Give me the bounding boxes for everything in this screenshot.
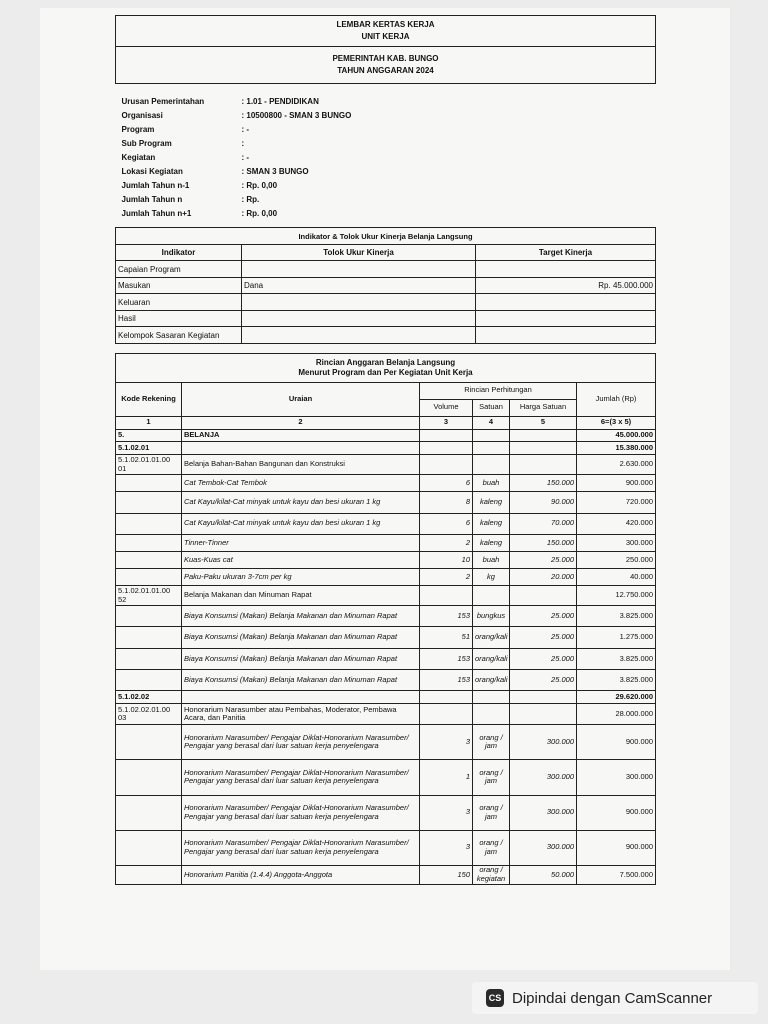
indikator-row (116, 327, 656, 344)
uraian-cell: Biaya Konsumsi (Makan) Belanja Makanan dan Minuman Rapat (182, 669, 420, 690)
info-label: Kegiatan (121, 153, 156, 163)
target-cell (476, 327, 656, 344)
volume-cell (420, 704, 473, 725)
satuan-cell: bungkus (473, 606, 510, 627)
jumlah-cell: 300.000 (577, 760, 656, 795)
rincian-table (115, 353, 656, 885)
kode-cell (116, 760, 182, 795)
info-label: Organisasi (121, 111, 163, 121)
uraian-cell (182, 442, 420, 455)
harga-cell (510, 442, 577, 455)
kode-cell (116, 492, 182, 513)
satuan-cell (473, 429, 510, 442)
rincian-row (116, 691, 656, 704)
info-label: Sub Program (121, 139, 172, 149)
info-value: : Rp. 0,00 (241, 181, 278, 191)
rincian-row (116, 442, 656, 455)
jumlah-cell: 250.000 (577, 551, 656, 568)
info-row (116, 109, 656, 123)
info-value: : 10500800 - SMAN 3 BUNGO (241, 111, 352, 121)
harga-cell (510, 704, 577, 725)
col-number: 6=(3 x 5) (577, 416, 656, 429)
volume-cell (420, 691, 473, 704)
jumlah-cell: 28.000.000 (577, 704, 656, 725)
kode-cell (116, 669, 182, 690)
info-label: Jumlah Tahun n (121, 195, 183, 205)
kode-cell: 5.1.02.02.01.00 03 (116, 704, 182, 725)
uraian-cell: Cat Tembok-Cat Tembok (182, 475, 420, 492)
rincian-title-2: Menurut Program dan Per Kegiatan Unit Kerja (298, 367, 473, 377)
satuan-cell: orang / jam (473, 725, 510, 760)
satuan-col-header: Satuan (473, 399, 510, 416)
info-value: : 1.01 - PENDIDIKAN (241, 97, 319, 107)
info-value: : Rp. (241, 195, 260, 205)
info-row (116, 193, 656, 207)
harga-cell (510, 429, 577, 442)
satuan-cell: orang/kali (473, 669, 510, 690)
tolok-col-header: Tolok Ukur Kinerja (242, 244, 476, 261)
info-value: : SMAN 3 BUNGO (241, 167, 309, 177)
satuan-cell: kaleng (473, 492, 510, 513)
header-title-4: TAHUN ANGGARAN 2024 (337, 66, 434, 75)
kode-cell: 5. (116, 429, 182, 442)
rincian-row (116, 568, 656, 585)
volume-col-header: Volume (420, 399, 473, 416)
info-row (116, 123, 656, 137)
jumlah-cell: 3.825.000 (577, 669, 656, 690)
harga-cell: 150.000 (510, 475, 577, 492)
uraian-cell: Kuas-Kuas cat (182, 551, 420, 568)
rincian-row (116, 429, 656, 442)
rincian-row (116, 865, 656, 884)
jumlah-cell: 2.630.000 (577, 455, 656, 475)
satuan-cell: kaleng (473, 534, 510, 551)
jumlah-cell: 900.000 (577, 830, 656, 865)
volume-cell: 153 (420, 648, 473, 669)
indikator-cell: Kelompok Sasaran Kegiatan (116, 327, 242, 344)
rincian-row (116, 725, 656, 760)
rincian-row (116, 585, 656, 605)
tolok-cell (242, 327, 476, 344)
rincian-title-1: Rincian Anggaran Belanja Langsung (315, 357, 456, 367)
volume-cell: 8 (420, 492, 473, 513)
target-cell (476, 310, 656, 327)
kode-cell (116, 568, 182, 585)
volume-cell (420, 442, 473, 455)
uraian-cell: Belanja Bahan-Bahan Bangunan dan Konstruksi (182, 455, 420, 475)
harga-cell (510, 455, 577, 475)
satuan-cell: orang / kegiatan (473, 865, 510, 884)
indikator-row (116, 277, 656, 294)
rincian-row (116, 455, 656, 475)
volume-cell (420, 429, 473, 442)
rincian-row (116, 534, 656, 551)
col-number: 4 (473, 416, 510, 429)
satuan-cell: kg (473, 568, 510, 585)
info-row (116, 95, 656, 109)
tolok-cell (242, 261, 476, 278)
volume-cell: 6 (420, 513, 473, 534)
indikator-cell: Keluaran (116, 294, 242, 311)
tolok-cell (242, 294, 476, 311)
volume-cell: 153 (420, 669, 473, 690)
volume-cell: 6 (420, 475, 473, 492)
jumlah-cell: 15.380.000 (577, 442, 656, 455)
info-label: Program (121, 125, 155, 135)
info-row (116, 165, 656, 179)
volume-cell (420, 455, 473, 475)
header-title-block (116, 16, 656, 47)
jumlah-cell: 29.620.000 (577, 691, 656, 704)
rincian-row (116, 669, 656, 690)
satuan-cell: buah (473, 551, 510, 568)
volume-cell: 150 (420, 865, 473, 884)
info-label: Jumlah Tahun n-1 (121, 181, 190, 191)
jumlah-cell: 420.000 (577, 513, 656, 534)
satuan-cell (473, 585, 510, 605)
info-value: : - (241, 153, 250, 163)
volume-cell: 3 (420, 795, 473, 830)
header-table (115, 15, 656, 344)
info-value: : (241, 139, 245, 149)
harga-col-header: Harga Satuan (510, 399, 577, 416)
jumlah-cell: 300.000 (577, 534, 656, 551)
tolok-cell (242, 310, 476, 327)
uraian-cell: Honorarium Panitia (1.4.4) Anggota-Anggota (182, 865, 420, 884)
uraian-cell: Honorarium Narasumber/ Pengajar Diklat-Honorarium Narasumber/ Pengajar yang berasal dari luar satuan kerja penyelengara (182, 830, 420, 865)
kode-cell (116, 475, 182, 492)
uraian-cell: BELANJA (182, 429, 420, 442)
header-title-1: LEMBAR KERTAS KERJA (336, 19, 435, 29)
jumlah-cell: 900.000 (577, 475, 656, 492)
rincian-row (116, 627, 656, 648)
harga-cell: 25.000 (510, 648, 577, 669)
uraian-cell: Tinner-Tinner (182, 534, 420, 551)
col-number: 1 (116, 416, 182, 429)
kode-cell: 5.1.02.01.01.00 01 (116, 455, 182, 475)
col-number: 5 (510, 416, 577, 429)
satuan-cell (473, 704, 510, 725)
col-number: 2 (182, 416, 420, 429)
uraian-cell: Biaya Konsumsi (Makan) Belanja Makanan dan Minuman Rapat (182, 606, 420, 627)
volume-cell: 2 (420, 534, 473, 551)
jumlah-cell: 900.000 (577, 795, 656, 830)
rincian-row (116, 513, 656, 534)
jumlah-cell: 1.275.000 (577, 627, 656, 648)
kode-col-header: Kode Rekening (116, 382, 182, 416)
kode-cell: 5.1.02.01.01.00 52 (116, 585, 182, 605)
indikator-cell: Capaian Program (116, 261, 242, 278)
satuan-cell (473, 442, 510, 455)
uraian-cell: Honorarium Narasumber/ Pengajar Diklat-Honorarium Narasumber/ Pengajar yang berasal dari luar satuan kerja penyelengara (182, 760, 420, 795)
satuan-cell: orang/kali (473, 627, 510, 648)
uraian-cell: Honorarium Narasumber/ Pengajar Diklat-Honorarium Narasumber/ Pengajar yang berasal dari luar satuan kerja penyelengara (182, 795, 420, 830)
rincian-row (116, 475, 656, 492)
uraian-cell: Biaya Konsumsi (Makan) Belanja Makanan dan Minuman Rapat (182, 648, 420, 669)
kode-cell (116, 627, 182, 648)
harga-cell: 25.000 (510, 606, 577, 627)
kode-cell (116, 725, 182, 760)
harga-cell: 25.000 (510, 551, 577, 568)
satuan-cell: orang / jam (473, 760, 510, 795)
kode-cell (116, 865, 182, 884)
harga-cell: 25.000 (510, 627, 577, 648)
uraian-cell: Cat Kayu/kilat-Cat minyak untuk kayu dan besi ukuran 1 kg (182, 513, 420, 534)
volume-cell: 153 (420, 606, 473, 627)
satuan-cell: orang / jam (473, 795, 510, 830)
rincian-row (116, 648, 656, 669)
uraian-cell: Honorarium Narasumber atau Pembahas, Moderator, Pembawa Acara, dan Panitia (182, 704, 420, 725)
info-label: Urusan Pemerintahan (121, 97, 205, 107)
satuan-cell (473, 691, 510, 704)
rincian-row (116, 704, 656, 725)
jumlah-cell: 3.825.000 (577, 606, 656, 627)
scanner-watermark (472, 982, 758, 1014)
volume-cell: 51 (420, 627, 473, 648)
header-title-3: PEMERINTAH KAB. BUNGO (332, 54, 439, 63)
volume-cell: 2 (420, 568, 473, 585)
uraian-cell: Paku-Paku ukuran 3-7cm per kg (182, 568, 420, 585)
rincian-row (116, 795, 656, 830)
jumlah-cell: 12.750.000 (577, 585, 656, 605)
info-block (116, 84, 656, 228)
rincian-row (116, 760, 656, 795)
harga-cell: 300.000 (510, 795, 577, 830)
rincian-row (116, 830, 656, 865)
scanner-text: Dipindai dengan CamScanner (512, 989, 713, 1007)
indikator-row (116, 294, 656, 311)
camscanner-logo-icon: CS (486, 989, 504, 1007)
uraian-cell: Honorarium Narasumber/ Pengajar Diklat-Honorarium Narasumber/ Pengajar yang berasal dari luar satuan kerja penyelengara (182, 725, 420, 760)
satuan-cell: orang / jam (473, 830, 510, 865)
info-list (116, 90, 656, 221)
kode-cell (116, 606, 182, 627)
harga-cell: 300.000 (510, 725, 577, 760)
rincian-perhitungan-header: Rincian Perhitungan (420, 382, 577, 399)
info-value: : - (241, 125, 250, 135)
rincian-row (116, 606, 656, 627)
indikator-cell: Masukan (116, 277, 242, 294)
tolok-cell: Dana (242, 277, 476, 294)
jumlah-cell: 900.000 (577, 725, 656, 760)
satuan-cell: orang/kali (473, 648, 510, 669)
info-label: Jumlah Tahun n+1 (121, 209, 192, 219)
info-label: Lokasi Kegiatan (121, 167, 183, 177)
col-number: 3 (420, 416, 473, 429)
harga-cell (510, 691, 577, 704)
rincian-row (116, 492, 656, 513)
harga-cell (510, 585, 577, 605)
harga-cell: 300.000 (510, 830, 577, 865)
indikator-title: Indikator & Tolok Ukur Kinerja Belanja Langsung (116, 228, 656, 245)
kode-cell (116, 795, 182, 830)
info-row (116, 151, 656, 165)
satuan-cell (473, 455, 510, 475)
target-cell (476, 261, 656, 278)
kode-cell: 5.1.02.02 (116, 691, 182, 704)
jumlah-cell: 7.500.000 (577, 865, 656, 884)
target-col-header: Target Kinerja (476, 244, 656, 261)
target-cell: Rp. 45.000.000 (476, 277, 656, 294)
header-title-2: UNIT KERJA (361, 31, 410, 41)
jumlah-cell: 720.000 (577, 492, 656, 513)
harga-cell: 300.000 (510, 760, 577, 795)
uraian-cell: Cat Kayu/kilat-Cat minyak untuk kayu dan besi ukuran 1 kg (182, 492, 420, 513)
kode-cell (116, 830, 182, 865)
uraian-cell (182, 691, 420, 704)
info-value: : Rp. 0,00 (241, 209, 278, 219)
harga-cell: 90.000 (510, 492, 577, 513)
harga-cell: 20.000 (510, 568, 577, 585)
satuan-cell: kaleng (473, 513, 510, 534)
kode-cell: 5.1.02.01 (116, 442, 182, 455)
volume-cell: 3 (420, 830, 473, 865)
volume-cell (420, 585, 473, 605)
indikator-row (116, 310, 656, 327)
info-row (116, 207, 656, 221)
harga-cell: 150.000 (510, 534, 577, 551)
uraian-cell: Biaya Konsumsi (Makan) Belanja Makanan dan Minuman Rapat (182, 627, 420, 648)
satuan-cell: buah (473, 475, 510, 492)
volume-cell: 1 (420, 760, 473, 795)
rincian-title-block (116, 354, 656, 383)
kode-cell (116, 534, 182, 551)
jumlah-col-header: Jumlah (Rp) (577, 382, 656, 416)
rincian-row (116, 551, 656, 568)
jumlah-cell: 3.825.000 (577, 648, 656, 669)
kode-cell (116, 513, 182, 534)
indikator-cell: Hasil (116, 310, 242, 327)
header-subtitle-block (116, 46, 656, 83)
uraian-cell: Belanja Makanan dan Minuman Rapat (182, 585, 420, 605)
uraian-col-header: Uraian (182, 382, 420, 416)
target-cell (476, 294, 656, 311)
jumlah-cell: 40.000 (577, 568, 656, 585)
jumlah-cell: 45.000.000 (577, 429, 656, 442)
harga-cell: 70.000 (510, 513, 577, 534)
indikator-col-header: Indikator (116, 244, 242, 261)
volume-cell: 10 (420, 551, 473, 568)
info-row (116, 179, 656, 193)
harga-cell: 50.000 (510, 865, 577, 884)
info-row (116, 137, 656, 151)
volume-cell: 3 (420, 725, 473, 760)
harga-cell: 25.000 (510, 669, 577, 690)
kode-cell (116, 648, 182, 669)
kode-cell (116, 551, 182, 568)
indikator-row (116, 261, 656, 278)
